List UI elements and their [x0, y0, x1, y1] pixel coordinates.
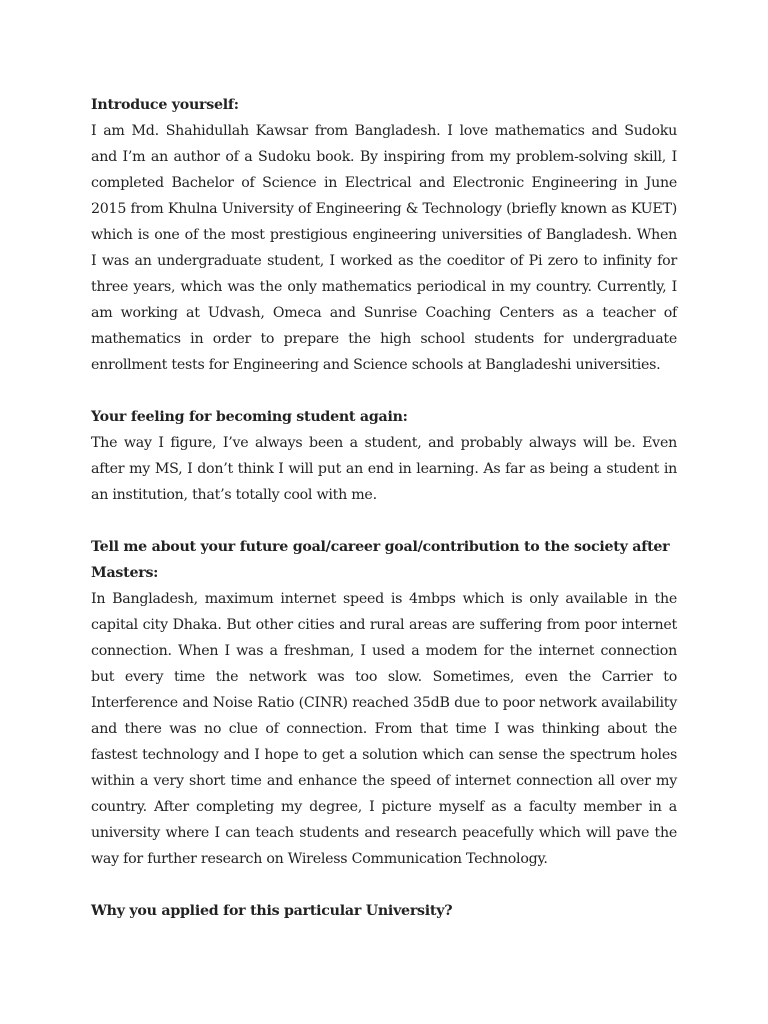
section-heading: Your feeling for becoming student again: — [91, 409, 408, 425]
section-heading: Introduce yourself: — [91, 97, 239, 113]
section-body: I am Md. Shahidullah Kawsar from Bangladesh. I love mathematics and Sudoku and I’m an author of a Sudoku book. By inspiring from my problem-solving skill, I completed Bachelor of Science in Electrical and Electronic Engineering in June 2015 from Khulna University of Engineering & Technology (briefly known as KUET) which is one of the most prestigious engineering universities of Bangladesh. When I was an undergraduate student, I worked as the coeditor of Pi zero to infinity for three years, which was the only mathematics periodical in my country. Currently, I am working at Udvash, Omeca and Sunrise Coaching Centers as a teacher of mathematics in order to prepare the high school students for undergraduate enrollment tests for Engineering and Science schools at Bangladeshi universities. — [91, 123, 677, 373]
section-body: The way I figure, I’ve always been a student, and probably always will be. Even after my MS, I don’t think I will put an end in learning. As far as being a student in an institution, that’s totally cool with me. — [91, 435, 677, 503]
section-feeling-student-again — [91, 404, 677, 508]
section-why-university — [91, 898, 677, 924]
section-heading: Tell me about your future goal/career goal/contribution to the society after Masters: — [91, 539, 670, 581]
section-future-goal — [91, 534, 677, 872]
document-page — [91, 92, 677, 950]
section-introduce-yourself — [91, 92, 677, 378]
section-body: In Bangladesh, maximum internet speed is 4mbps which is only available in the capital city Dhaka. But other cities and rural areas are suffering from poor internet connection. When I was a freshman, I used a modem for the internet connection but every time the network was too slow. Sometimes, even the Carrier to Interference and Noise Ratio (CINR) reached 35dB due to poor network availability and there was no clue of connection. From that time I was thinking about the fastest technology and I hope to get a solution which can sense the spectrum holes within a very short time and enhance the speed of internet connection all over my country. After completing my degree, I picture myself as a faculty member in a university where I can teach students and research peacefully which will pave the way for further research on Wireless Communication Technology. — [91, 591, 677, 867]
section-heading: Why you applied for this particular University? — [91, 903, 453, 919]
